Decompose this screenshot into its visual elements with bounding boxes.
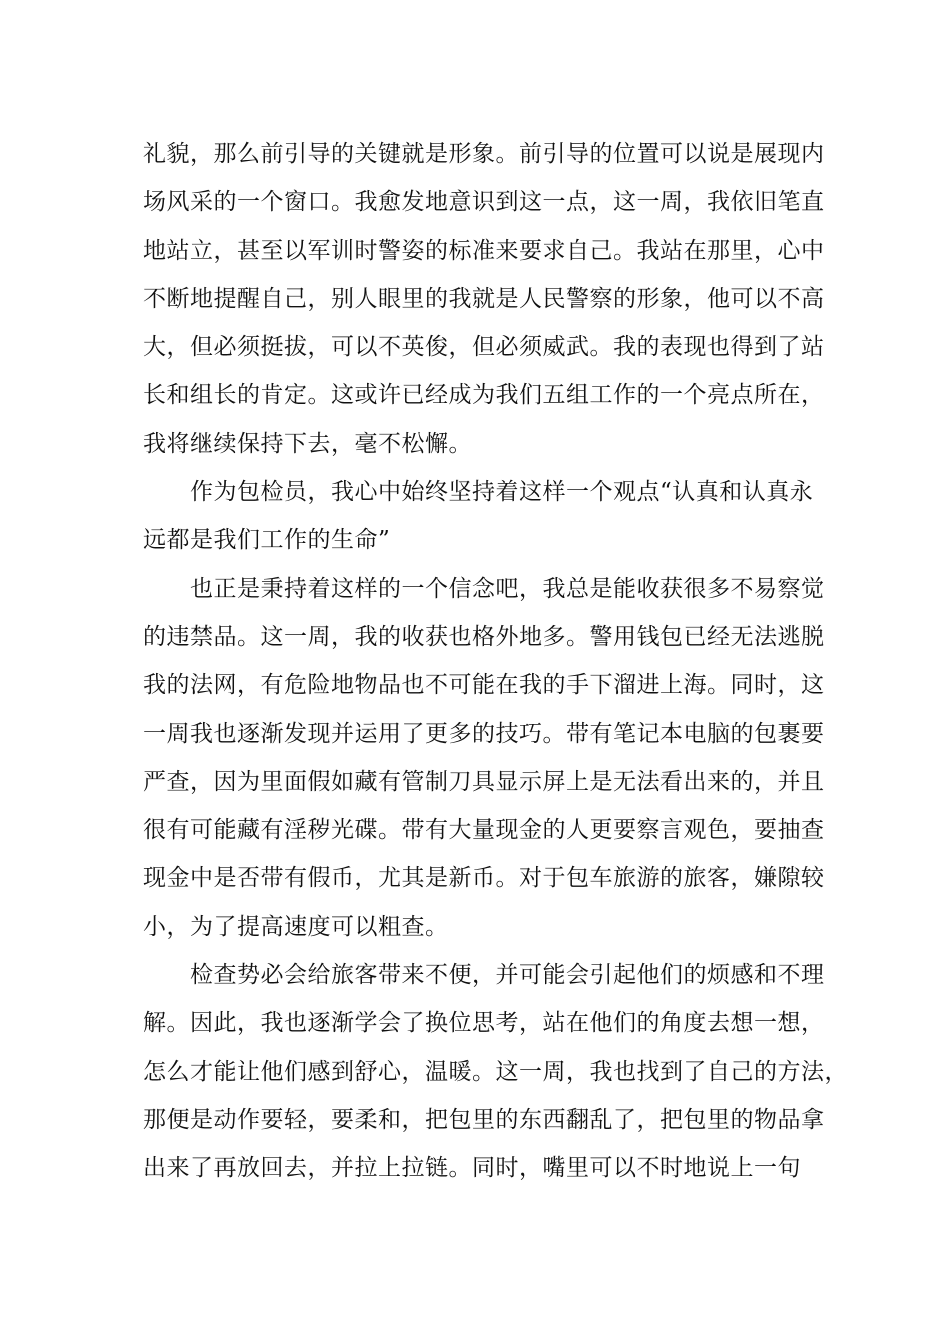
text-line: 严查，因为里面假如藏有管制刀具显示屏上是无法看出来的，并且 — [143, 768, 825, 795]
text-line: 检查势必会给旅客带来不便，并可能会引起他们的烦感和不理 — [190, 962, 825, 989]
text-line: 我的法网，有危险地物品也不可能在我的手下溜进上海。同时，这 — [143, 672, 825, 699]
text-line: 远都是我们工作的生命” — [143, 527, 391, 554]
text-line: 我将继续保持下去，毫不松懈。 — [143, 430, 472, 457]
paragraph — [143, 468, 823, 565]
text-line: 现金中是否带有假币，尤其是新币。对于包车旅游的旅客，嫌隙较 — [143, 865, 825, 892]
text-line: 小，为了提高速度可以粗查。 — [143, 913, 449, 940]
text-line: 的违禁品。这一周，我的收获也格外地多。警用钱包已经无法逃脱 — [143, 623, 825, 650]
text-line: 作为包检员，我心中始终坚持着这样一个观点“认真和认真永 — [190, 479, 814, 506]
document-body — [143, 130, 848, 1193]
text-line: 出来了再放回去，并拉上拉链。同时，嘴里可以不时地说上一句 — [143, 1155, 801, 1182]
text-line: 不断地提醒自己，别人眼里的我就是人民警察的形象，他可以不高 — [143, 285, 825, 312]
text-line: 怎么才能让他们感到舒心，温暖。这一周，我也找到了自己的方法， — [143, 1058, 848, 1085]
text-line: 那便是动作要轻，要柔和，把包里的东西翻乱了，把包里的物品拿 — [143, 1106, 825, 1133]
text-line: 也正是秉持着这样的一个信念吧，我总是能收获很多不易察觉 — [190, 575, 825, 602]
text-line: 长和组长的肯定。这或许已经成为我们五组工作的一个亮点所在， — [143, 382, 825, 409]
paragraph — [143, 951, 848, 1192]
text-line: 一周我也逐渐发现并运用了更多的技巧。带有笔记本电脑的包裹要 — [143, 720, 825, 747]
text-line: 礼貌，那么前引导的关键就是形象。前引导的位置可以说是展现内 — [143, 141, 825, 167]
text-line: 场风采的一个窗口。我愈发地意识到这一点，这一周，我依旧笔直 — [143, 189, 825, 216]
text-line: 很有可能藏有淫秽光碟。带有大量现金的人更要察言观色，要抽查 — [143, 817, 825, 844]
text-line: 大，但必须挺拔，可以不英俊，但必须威武。我的表现也得到了站 — [143, 334, 825, 361]
paragraph — [143, 130, 823, 468]
text-line: 解。因此，我也逐渐学会了换位思考，站在他们的角度去想一想， — [143, 1010, 825, 1037]
paragraph — [143, 565, 823, 951]
text-line: 地站立，甚至以军训时警姿的标准来要求自己。我站在那里，心中 — [143, 237, 825, 264]
